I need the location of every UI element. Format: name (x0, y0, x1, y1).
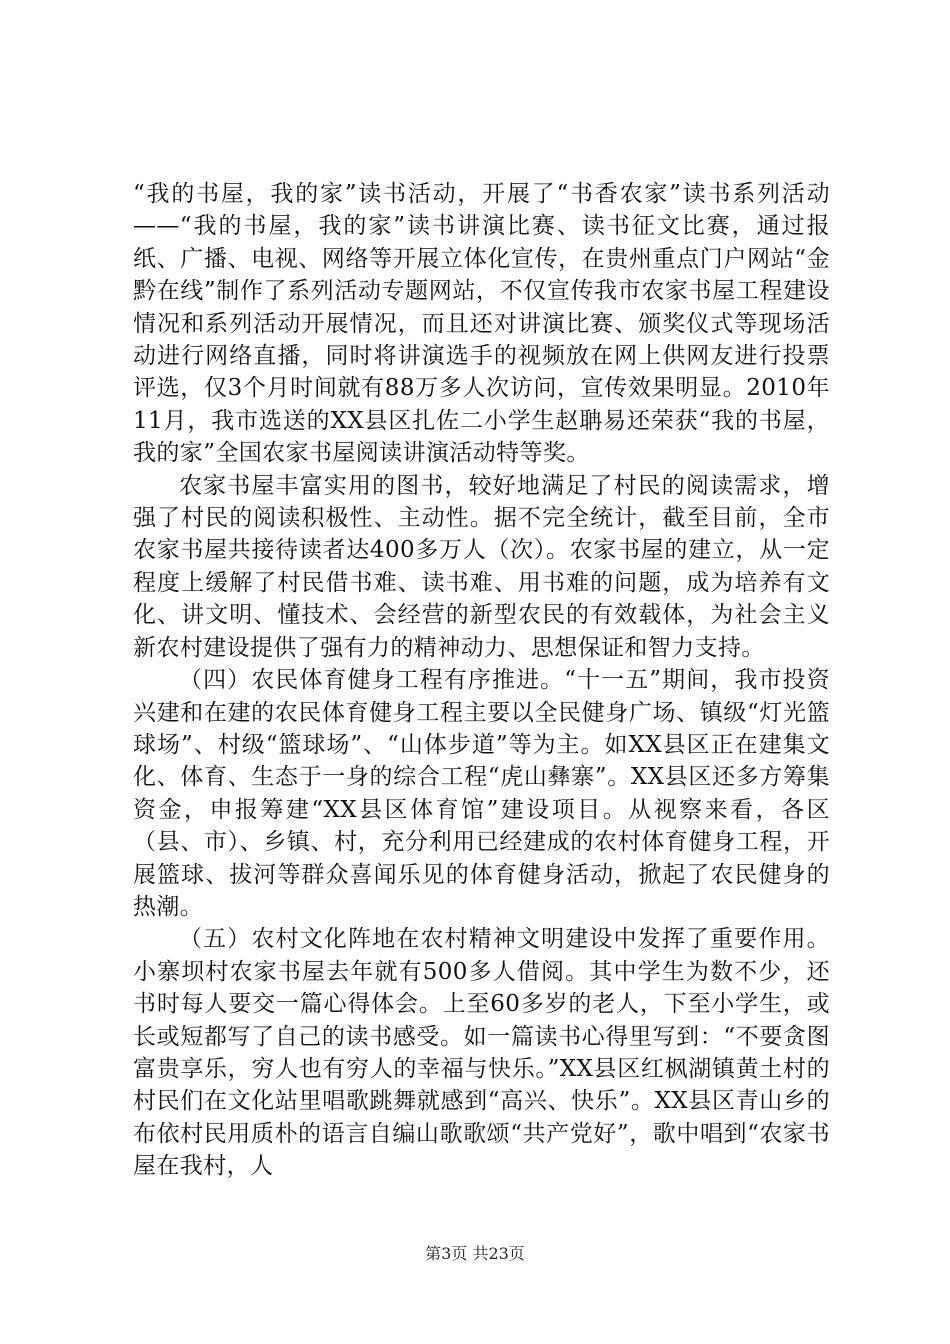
page-number-footer: 第3页 共23页 (425, 1244, 525, 1263)
paragraph-reading-rooms: 农家书屋丰富实用的图书，较好地满足了村民的阅读需求，增强了村民的阅读积极性、主动性。据不完全统计，截至目前，全市农家书屋共接待读者达400多万人（次）。农家书屋的建立，从一定程度上缓解了村民借书难、读书难、用书难的问题，成为培养有文化、讲文明、懂技术、会经营的新型农民的有效载体，为社会主义新农村建设提供了强有力的精神动力、思想保证和智力支持。 (133, 472, 830, 661)
paragraph-cultural-positions: （五）农村文化阵地在农村精神文明建设中发挥了重要作用。小寨坝村农家书屋去年就有500多人借阅。其中学生为数不少，还书时每人要交一篇心得体会。上至60多岁的老人，下至小学生，或长或短都写了自己的读书感受。如一篇读书心得里写到：“不要贪图富贵享乐，穷人也有穷人的幸福与快乐。”XX县区红枫湖镇黄土村的村民们在文化站里唱歌跳舞就感到“高兴、快乐”。XX县区青山乡的布依村民用质朴的语言自编山歌歌颂“共产党好”，歌中唱到“农家书屋在我村，人 (133, 926, 830, 1180)
paragraph-continuation: “我的书屋，我的家”读书活动，开展了“书香农家”读书系列活动——“我的书屋，我的家”读书讲演比赛、读书征文比赛，通过报纸、广播、电视、网络等开展立体化宣传，在贵州重点门户网站“金黔在线”制作了系列活动专题网站，不仅宣传我市农家书屋工程建设情况和系列活动开展情况，而且还对讲演比赛、颁奖仪式等现场活动进行网络直播，同时将讲演选手的视频放在网上供网友进行投票评选，仅3个月时间就有88万多人次访问，宣传效果明显。2010年11月，我市选送的XX县区扎佐二小学生赵聃易还荣获“我的书屋，我的家”全国农家书屋阅读讲演活动特等奖。 (133, 181, 830, 467)
body-text (133, 178, 830, 1183)
paragraph-fitness-projects: （四）农民体育健身工程有序推进。“十一五”期间，我市投资兴建和在建的农民体育健身工程主要以全民健身广场、镇级“灯光篮球场”、村级“篮球场”、“山体步道”等为主。如XX县区正在建集文化、体育、生态于一身的综合工程“虎山彝寨”。XX县区还多方筹集资金，申报筹建“XX县区体育馆”建设项目。从视察来看，各区（县、市）、乡镇、村，充分利用已经建成的农村体育健身工程，开展篮球、拔河等群众喜闻乐见的体育健身活动，掀起了农民健身的热潮。 (133, 667, 830, 920)
